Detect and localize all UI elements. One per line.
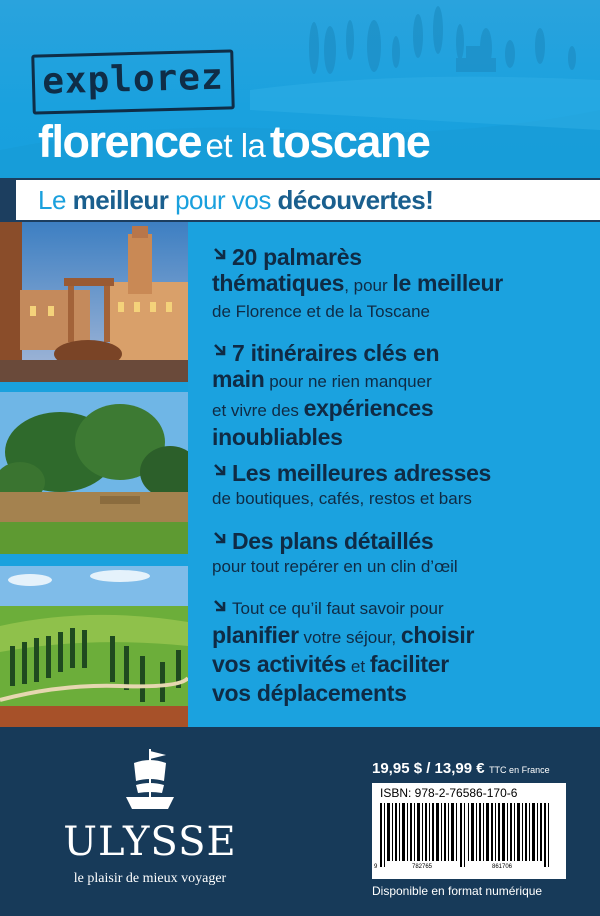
arrow-down-right-icon (212, 342, 228, 358)
title-toscane: toscane (269, 116, 430, 167)
title-florence: florence (38, 116, 202, 167)
feature-adresses (212, 460, 582, 512)
feature-planifier (212, 596, 582, 706)
feature-bold: main (212, 366, 265, 392)
feature-bold: vos activités (212, 651, 347, 677)
title-et-la: et la (205, 127, 266, 164)
feature-bold: le meilleur (392, 270, 503, 296)
feature-bold: thématiques (212, 270, 345, 296)
features-panel (188, 222, 600, 727)
feature-bold: expériences (303, 395, 434, 421)
barcode-icon (372, 783, 566, 879)
isbn-text: ISBN: 978-2-76586-170-6 (380, 786, 518, 800)
feature-text: Tout ce qu’il faut savoir pour (232, 599, 444, 618)
arrow-down-right-icon (212, 462, 228, 478)
feature-bold: Des plans détaillés (232, 528, 434, 554)
feature-bold: planifier (212, 622, 299, 648)
tagline-text (38, 185, 433, 216)
badge-text: explorez (41, 56, 225, 103)
tagline-part: pour vos (168, 185, 278, 215)
publisher-footer (0, 727, 600, 916)
cover-header (0, 0, 600, 178)
feature-bold: vos déplacements (212, 680, 407, 706)
barcode-digit: 9 (374, 864, 378, 870)
price-line (372, 760, 550, 778)
book-title (38, 116, 429, 168)
feature-text: et (346, 657, 370, 676)
price-note: TTC en France (489, 765, 550, 775)
feature-text: pour tout repérer en un clin d’œil (212, 557, 458, 576)
feature-text: de Florence et de la Toscane (212, 302, 430, 321)
tagline-bold: meilleur (72, 185, 169, 215)
arrow-down-right-icon (212, 530, 228, 546)
feature-bold: 7 itinéraires clés en (232, 340, 440, 366)
tagline-banner (16, 180, 600, 220)
photo-cypress-road (0, 566, 188, 727)
feature-text: votre séjour, (298, 628, 401, 647)
feature-text: et vivre des (212, 401, 304, 420)
feature-plans (212, 528, 582, 580)
feature-text: pour ne rien manquer (264, 372, 432, 391)
arrow-down-right-icon (212, 246, 228, 262)
feature-text: de boutiques, cafés, restos et bars (212, 489, 472, 508)
feature-bold: 20 palmarès (232, 244, 362, 270)
publisher-slogan: le plaisir de mieux voyager (73, 871, 227, 886)
feature-text: , pour (344, 276, 393, 295)
feature-bold: Les meilleures adresses (232, 460, 492, 486)
feature-bold: choisir (400, 622, 475, 648)
photo-column (0, 222, 188, 727)
feature-itineraires (212, 340, 582, 450)
digital-format-note: Disponible en format numérique (372, 884, 543, 898)
feature-palmares (212, 244, 582, 325)
tagline-part: Le (38, 185, 73, 215)
publisher-logo (50, 743, 250, 903)
ship-icon (120, 747, 180, 817)
barcode-box (372, 783, 566, 879)
explorez-badge (31, 49, 235, 114)
barcode-digit: 782765 (412, 864, 433, 870)
feature-bold: inoubliables (212, 424, 343, 450)
barcode-digit: 861706 (492, 864, 513, 870)
feature-bold: faciliter (369, 651, 449, 677)
arrow-down-right-icon (212, 598, 228, 614)
photo-fortress-walls (0, 392, 188, 554)
publisher-name: ULYSSE (63, 819, 237, 865)
photo-town-square (0, 222, 188, 382)
price-amount: 19,95 $ / 13,99 € (372, 760, 485, 777)
tagline-bold: découvertes! (277, 185, 434, 215)
